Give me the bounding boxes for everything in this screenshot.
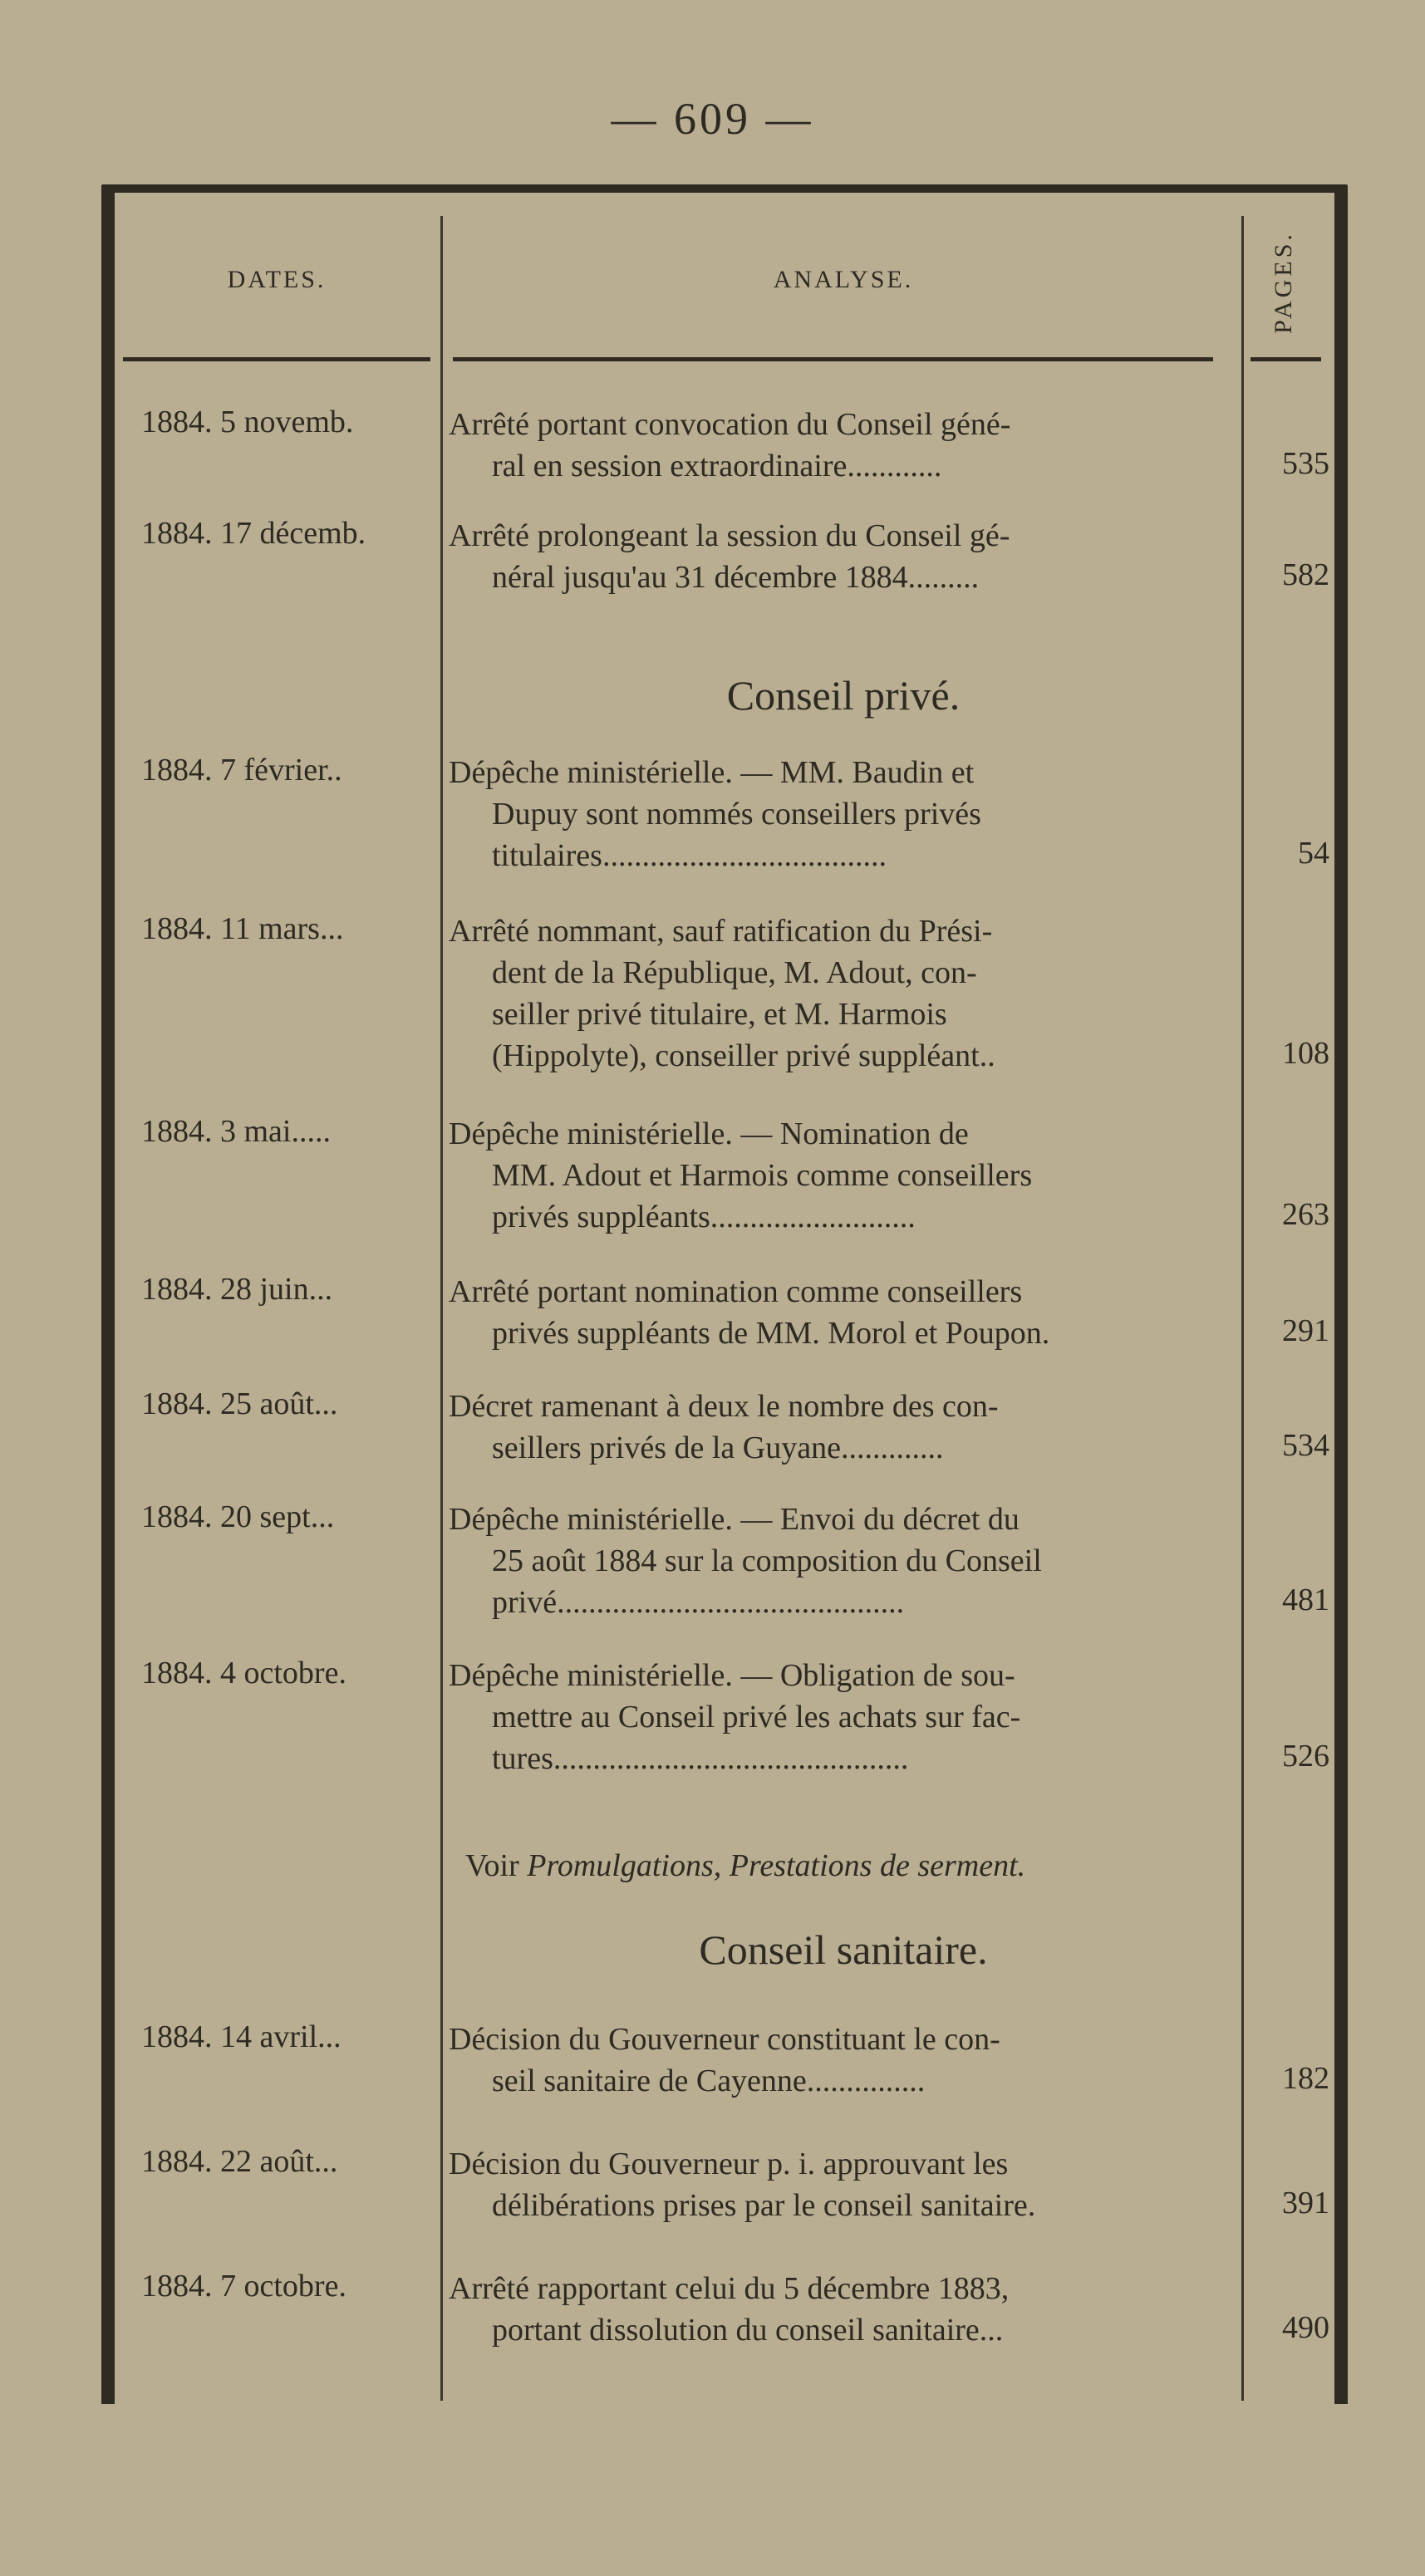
dates-header: DATES. (227, 266, 327, 293)
entry-analysis: Décision du Gouverneur p. i. approuvant les délibérations prises par le conseil sanitaire. (449, 2147, 1036, 2223)
entry-date: 1884. 7 février.. (141, 753, 342, 788)
header-rule-pages (1251, 357, 1321, 361)
entry-page: 108 (1282, 1036, 1329, 1071)
entry-analysis: Décision du Gouverneur constituant le con- seil sanitaire de Cayenne............... (449, 2022, 1000, 2098)
table-frame-top (101, 184, 1348, 193)
entry-analysis: Dépêche ministérielle. — MM. Baudin et Dupuy sont nommés conseillers privés titulaires.................................... (449, 755, 981, 873)
table-frame-right (1334, 186, 1348, 2404)
entry-page: 54 (1298, 836, 1329, 871)
entry-analysis: Arrêté nommant, sauf ratification du Prési- dent de la République, M. Adout, con- seiller privé titulaire, et M. Harmois (Hippolyte), conseiller privé suppléant.. (449, 914, 995, 1073)
entry-analysis: Dépêche ministérielle. — Obligation de sou- mettre au Conseil privé les achats sur fac- tures............................................. (449, 1658, 1021, 1776)
entry-page: 182 (1282, 2061, 1329, 2096)
header-rule-analyse (453, 357, 1213, 361)
entry-analysis: Arrêté portant convocation du Conseil géné- ral en session extraordinaire............ (449, 407, 1011, 483)
analyse-header: ANALYSE. (773, 266, 914, 293)
page-number: — 609 — (611, 94, 814, 144)
entry-page: 481 (1282, 1582, 1329, 1617)
entry-date: 1884. 3 mai..... (141, 1114, 331, 1149)
pages-header: PAGES. (1270, 231, 1297, 334)
entry-page: 490 (1282, 2310, 1329, 2345)
entry-analysis: Arrêté portant nomination comme conseillers privés suppléants de MM. Morol et Poupon. (449, 1274, 1050, 1351)
entry-date: 1884. 11 mars... (141, 911, 344, 946)
entry-page: 391 (1282, 2186, 1329, 2220)
section-title: Conseil sanitaire. (699, 1926, 988, 1973)
entry-page: 534 (1282, 1428, 1329, 1463)
entry-page: 526 (1282, 1739, 1329, 1774)
header-rule-dates (123, 357, 430, 361)
entry-date: 1884. 4 octobre. (141, 1656, 346, 1690)
entry-date: 1884. 14 avril... (141, 2019, 342, 2054)
column-divider-dates (440, 216, 443, 2401)
see-also-refs: Promulgations, Prestations de serment. (527, 1848, 1026, 1883)
entry-date: 1884. 28 juin... (141, 1272, 333, 1307)
entry-date: 1884. 5 novemb. (141, 405, 354, 439)
section-title: Conseil privé. (726, 672, 961, 719)
entry-page: 291 (1282, 1313, 1329, 1348)
entry-analysis: Arrêté rapportant celui du 5 décembre 1883, portant dissolution du conseil sanitaire... (449, 2271, 1010, 2348)
entry-analysis: Arrêté prolongeant la session du Conseil gé- néral jusqu'au 31 décembre 1884......... (449, 518, 1010, 595)
entry-analysis: Dépêche ministérielle. — Envoi du décret du 25 août 1884 sur la composition du Conseil privé............................................ (449, 1502, 1042, 1620)
entry-date: 1884. 25 août... (141, 1386, 338, 1421)
entry-date: 1884. 22 août... (141, 2144, 338, 2179)
entry-date: 1884. 7 octobre. (141, 2269, 346, 2304)
entry-analysis: Dépêche ministérielle. — Nomination de MM. Adout et Harmois comme conseillers privés suppléants.......................... (449, 1116, 1033, 1234)
see-also: Voir Promulgations, Prestations de serment. (465, 1848, 1026, 1883)
column-divider-pages (1241, 216, 1244, 2401)
entry-page: 582 (1282, 557, 1329, 592)
entry-page: 535 (1282, 446, 1329, 481)
entry-page: 263 (1282, 1197, 1329, 1232)
entry-date: 1884. 20 sept... (141, 1499, 335, 1534)
entry-date: 1884. 17 décemb. (141, 516, 366, 551)
table-frame-left (101, 186, 115, 2404)
entry-analysis: Décret ramenant à deux le nombre des con- seillers privés de la Guyane............. (449, 1389, 999, 1465)
